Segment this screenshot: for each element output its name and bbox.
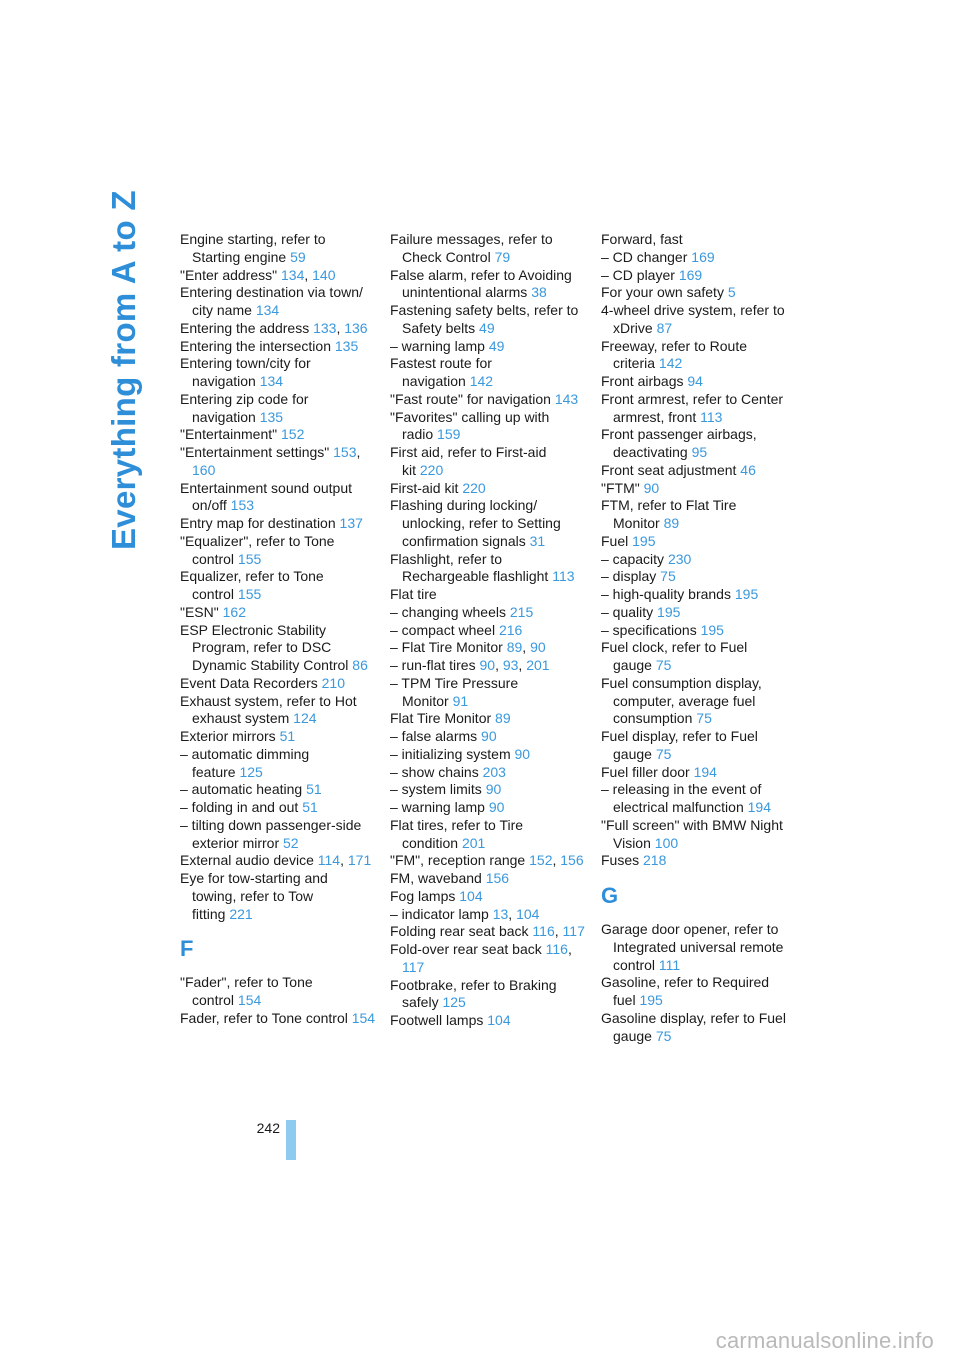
index-entry-text: Exterior mirrors <box>180 728 276 744</box>
index-entry-text: – capacity <box>601 550 665 567</box>
page-reference-link[interactable]: 201 <box>526 657 550 673</box>
page-reference-link[interactable]: 216 <box>498 621 523 638</box>
index-entry-text: Exhaust system, refer to Hot exhaust system <box>180 692 357 727</box>
page-reference-link[interactable]: 49 <box>488 337 505 354</box>
index-entry <box>390 746 586 764</box>
index-entry <box>180 338 376 356</box>
page-reference-link[interactable]: 152 <box>281 426 305 443</box>
index-entry-text: Front airbags <box>601 373 684 389</box>
index-entry-text: – high-quality brands <box>601 586 731 602</box>
page-reference-link[interactable]: 134 <box>281 266 305 283</box>
page-reference-link[interactable]: 137 <box>339 515 363 531</box>
index-entry <box>180 675 376 693</box>
index-entry-text: Fastest route for navigation <box>390 355 492 389</box>
index-entry-text: Gasoline display, refer to Fuel gauge <box>601 1009 786 1044</box>
index-entry <box>601 231 797 249</box>
page-reference-link[interactable]: 90 <box>481 728 497 744</box>
index-entry-text: – show chains <box>390 763 479 780</box>
page-reference-link[interactable]: 153 <box>333 444 357 460</box>
index-entry <box>390 409 586 445</box>
page-reference-link[interactable]: 117 <box>562 923 585 940</box>
index-entry-text: FM, waveband <box>390 870 482 886</box>
page-reference-link[interactable]: 46 <box>740 461 756 478</box>
page-reference-link[interactable]: 154 <box>237 992 262 1008</box>
index-entry <box>390 622 586 640</box>
index-entry: "Entertainment settings" 153, 160 <box>180 444 361 478</box>
index-entry-text: "FTM" <box>601 479 640 496</box>
page-reference-link[interactable]: 134 <box>255 302 280 318</box>
index-entry <box>390 728 586 746</box>
index-entry <box>180 622 376 675</box>
page-reference-link[interactable]: 49 <box>479 319 495 336</box>
index-entry-text: – warning lamp <box>390 799 485 815</box>
page-reference-link[interactable]: 152 <box>529 852 553 869</box>
index-entry <box>180 284 376 320</box>
index-entry <box>390 355 586 391</box>
index-entry: Folding rear seat back 116, 117 <box>390 923 585 940</box>
page-reference-link[interactable]: 117 <box>402 958 425 975</box>
index-entry <box>601 249 797 267</box>
index-entry: Fold-over rear seat back 116, 117 <box>390 941 572 975</box>
index-entry-text: "Favorites" calling up with radio <box>390 408 550 443</box>
index-entry <box>601 764 797 782</box>
page-reference-link[interactable]: 90 <box>479 657 496 673</box>
index-entry-text: Front seat adjustment <box>601 461 737 478</box>
index-entry <box>390 1012 586 1030</box>
index-entry-text: False alarm, refer to Avoiding unintentional alarms <box>390 266 572 301</box>
index-entry-text: – initializing system <box>390 745 511 762</box>
page-reference-link[interactable]: 195 <box>734 586 759 602</box>
index-entry-text: – warning lamp <box>390 337 485 354</box>
page-reference-link[interactable]: 111 <box>658 956 681 973</box>
index-entry <box>601 338 797 374</box>
index-entry-text: Entering the address <box>180 319 310 336</box>
index-entry <box>390 764 586 782</box>
index-entry <box>390 817 586 853</box>
index-entry: – indicator lamp 13, 104 <box>390 905 540 922</box>
index-entry <box>601 551 797 569</box>
index-entry: – run-flat tires 90, 93, 201 <box>390 657 550 673</box>
index-entry-text: Garage door opener, refer to Integrated universal remote control <box>601 921 784 973</box>
page-reference-link[interactable]: 104 <box>459 887 483 904</box>
index-entry-text: – TPM Tire Pressure Monitor <box>390 674 519 709</box>
page-reference-link[interactable]: 125 <box>239 763 263 780</box>
index-entry <box>390 710 586 728</box>
index-entry <box>180 728 376 746</box>
index-entry <box>601 284 797 302</box>
page-reference-link[interactable]: 230 <box>667 550 692 567</box>
page-reference-link[interactable]: 90 <box>485 781 502 798</box>
index-entry <box>180 426 376 444</box>
page-reference-link[interactable]: 154 <box>351 1009 376 1026</box>
index-entry <box>390 480 586 498</box>
index-entry <box>390 675 586 711</box>
index-entry <box>601 373 797 391</box>
index-entry-text: Entering town/city for navigation <box>180 355 311 389</box>
index-entry <box>390 604 586 622</box>
index-entry-text: Fuel <box>601 532 629 549</box>
page-reference-link[interactable]: 195 <box>700 621 724 638</box>
index-entry <box>390 267 586 303</box>
index-entry-text: Entering the intersection <box>180 337 331 354</box>
index-entry <box>601 568 797 586</box>
index-entry <box>180 799 376 817</box>
index-entry <box>180 693 376 729</box>
index-entry <box>180 817 376 853</box>
page-reference-link[interactable]: 155 <box>237 586 262 602</box>
page-reference-link[interactable]: 93 <box>502 657 519 673</box>
page-reference-link[interactable]: 218 <box>643 852 667 869</box>
index-entry-text: Eye for tow-starting and towing, refer to Tow fitting <box>180 870 328 922</box>
index-entry <box>390 977 586 1013</box>
index-entry <box>601 639 797 675</box>
page-reference-link[interactable]: 134 <box>259 373 284 389</box>
page-marker-bar <box>286 1120 296 1160</box>
index-entry-text: Fader, refer to Tone control <box>180 1009 348 1026</box>
index-entry-text: "Full screen" with BMW Night Vision <box>601 816 783 851</box>
index-entry-text: Front armrest, refer to Center armrest, front <box>601 390 784 425</box>
index-letter-heading: G <box>601 883 619 908</box>
index-entry-text: FTM, refer to Flat Tire Monitor <box>601 497 737 531</box>
page-reference-link[interactable]: 86 <box>352 657 368 673</box>
index-entry <box>390 551 586 587</box>
page-reference-link[interactable]: 156 <box>560 852 584 869</box>
page-reference-link[interactable]: 51 <box>279 728 296 744</box>
index-entry <box>180 870 376 923</box>
page-reference-link[interactable]: 135 <box>334 337 359 354</box>
index-entry <box>601 675 797 728</box>
index-column-1 <box>180 231 376 1028</box>
index-entry <box>390 231 586 267</box>
page-reference-link[interactable]: 156 <box>485 870 510 886</box>
index-entry <box>601 604 797 622</box>
page-reference-link[interactable]: 51 <box>302 799 318 815</box>
index-entry-text: – specifications <box>601 621 697 638</box>
index-entry-text: Engine starting, refer to Starting engine <box>180 231 326 265</box>
page-reference-link[interactable]: 89 <box>495 710 511 727</box>
page-reference-link[interactable]: 91 <box>452 692 469 709</box>
index-entry-text: "Fast route" for navigation <box>390 390 551 407</box>
index-entry-text: Gasoline, refer to Required fuel <box>601 974 770 1008</box>
index-entry-text: "FM", reception range <box>390 852 526 869</box>
page-reference-link[interactable]: 140 <box>312 266 336 283</box>
index-entry <box>180 604 376 622</box>
index-entry-text: – automatic heating <box>180 781 303 798</box>
page-reference-link[interactable]: 104 <box>487 1012 511 1028</box>
index-entry-text: Fuel filler door <box>601 763 690 780</box>
page-reference-link[interactable]: 124 <box>293 710 317 727</box>
page-reference-link[interactable]: 59 <box>290 248 306 265</box>
index-entry-text: Footwell lamps <box>390 1012 484 1028</box>
index-entry <box>601 586 797 604</box>
index-entry <box>180 1010 376 1028</box>
page-reference-link[interactable]: 75 <box>655 657 672 673</box>
index-entry <box>601 852 797 870</box>
page-reference-link[interactable]: 162 <box>222 603 246 620</box>
page-reference-link[interactable]: 195 <box>639 992 663 1008</box>
index-entry <box>180 781 376 799</box>
index-entry <box>601 817 797 853</box>
page-reference-link[interactable]: 155 <box>237 550 262 567</box>
index-entry <box>180 480 376 516</box>
page-reference-link[interactable]: 94 <box>687 373 703 389</box>
index-entry <box>180 355 376 391</box>
page-reference-link[interactable]: 159 <box>437 426 461 443</box>
page-reference-link[interactable]: 113 <box>700 408 723 425</box>
index-entry-text: – releasing in the event of electrical malfunction <box>601 781 762 815</box>
page-reference-link[interactable]: 95 <box>691 444 708 460</box>
page-reference-link[interactable]: 160 <box>192 461 216 478</box>
index-entry <box>601 391 797 427</box>
index-entry-text: Equalizer, refer to Tone control <box>180 568 324 602</box>
index-entry-text: Event Data Recorders <box>180 674 318 691</box>
page-reference-link[interactable]: 116 <box>545 941 568 957</box>
index-entry-text: – compact wheel <box>390 621 496 638</box>
page-reference-link[interactable]: 90 <box>530 639 546 656</box>
index-entry-text: Failure messages, refer to Check Control <box>390 231 553 265</box>
index-entry <box>601 1010 797 1046</box>
index-entry <box>390 781 586 799</box>
index-entry-text: For your own safety <box>601 284 724 301</box>
index-entry-text: "Enter address" <box>180 266 278 283</box>
index-entry-text: – false alarms <box>390 728 478 744</box>
index-entry <box>390 391 586 409</box>
page-reference-link[interactable]: 116 <box>532 923 555 940</box>
index-entry <box>390 586 586 604</box>
index-entry <box>390 444 586 480</box>
page-reference-link[interactable]: 169 <box>691 248 715 265</box>
index-entry-text: Flashlight, refer to Rechargeable flashlight <box>390 550 549 585</box>
index-entry-text: – run-flat tires <box>390 657 476 673</box>
page-reference-link[interactable]: 114 <box>317 852 341 869</box>
index-entry-text: "Entertainment settings" <box>180 444 330 460</box>
page-reference-link[interactable]: 5 <box>727 284 736 301</box>
index-entry-text: Fuel clock, refer to Fuel gauge <box>601 639 748 673</box>
page-reference-link[interactable]: 195 <box>632 532 656 549</box>
watermark: carmanualsonline.info <box>715 1328 934 1353</box>
index-entry <box>601 497 797 533</box>
page-reference-link[interactable]: 90 <box>488 799 505 815</box>
page-reference-link[interactable]: 135 <box>259 408 284 425</box>
page-reference-link[interactable]: 201 <box>461 834 486 851</box>
page-reference-link[interactable]: 113 <box>552 568 575 585</box>
page-reference-link[interactable]: 220 <box>419 461 444 478</box>
page-reference-link[interactable]: 75 <box>696 710 712 727</box>
index-entry: "FM", reception range 152, 156 <box>390 852 584 869</box>
index-entry <box>601 267 797 285</box>
page-reference-link[interactable]: 100 <box>654 834 679 851</box>
index-entry <box>180 746 376 782</box>
index-entry: – Flat Tire Monitor 89, 90 <box>390 639 546 656</box>
page-reference-link[interactable]: 90 <box>514 745 531 762</box>
page-reference-link[interactable]: 136 <box>344 319 368 336</box>
index-entry-text: – display <box>601 568 657 585</box>
index-entry-text: – Flat Tire Monitor <box>390 639 503 656</box>
page-reference-link[interactable]: 133 <box>313 319 337 336</box>
index-entry <box>601 921 797 974</box>
index-entry <box>390 497 586 550</box>
page-reference-link[interactable]: 79 <box>494 248 511 265</box>
index-entry <box>390 870 586 888</box>
index-entry-text: Footbrake, refer to Braking safely <box>390 976 557 1011</box>
index-column-3 <box>601 231 797 1045</box>
index-entry-text: Flat tire <box>390 586 437 602</box>
index-entry-text: – system limits <box>390 781 482 798</box>
index-entry-text: External audio device <box>180 852 314 869</box>
page-reference-link[interactable]: 220 <box>462 479 486 496</box>
index-entry-text: Flat Tire Monitor <box>390 710 492 727</box>
page-reference-link[interactable]: 171 <box>347 852 372 869</box>
index-entry-text: Fuses <box>601 852 640 869</box>
page-reference-link[interactable]: 221 <box>229 905 253 922</box>
page-reference-link[interactable]: 90 <box>643 479 660 496</box>
index-entry-text: "Equalizer", refer to Tone control <box>180 532 335 567</box>
index-entry <box>601 302 797 338</box>
page-reference-link[interactable]: 143 <box>554 390 579 407</box>
index-entry <box>601 974 797 1010</box>
index-entry-text: Fuel display, refer to Fuel gauge <box>601 728 758 762</box>
page-reference-link[interactable]: 153 <box>230 497 255 514</box>
index-entry-text: "Fader", refer to Tone control <box>180 974 313 1008</box>
index-entry-text: – indicator lamp <box>390 905 489 922</box>
index-entry <box>601 462 797 480</box>
index-entry-text: – quality <box>601 603 654 620</box>
page-reference-link[interactable]: 194 <box>693 763 717 780</box>
index-entry <box>390 302 586 338</box>
index-entry-text: – changing wheels <box>390 603 506 620</box>
index-entry <box>180 391 376 427</box>
index-column-2 <box>390 231 586 1030</box>
index-entry <box>390 799 586 817</box>
page-reference-link[interactable]: 194 <box>747 799 771 815</box>
page-reference-link[interactable]: 210 <box>321 674 345 691</box>
index-entry-text: Flashing during locking/ unlocking, refer to Setting confirmation signals <box>390 497 561 549</box>
index-entry-text: Fold-over rear seat back <box>390 941 542 957</box>
index-entry-text: – tilting down passenger-side exterior mirror <box>180 816 362 851</box>
index-entry-text: Freeway, refer to Route criteria <box>601 337 748 372</box>
index-entry-text: Forward, fast <box>601 231 683 247</box>
index-entry-text: Fuel consumption display, computer, average fuel consumption <box>601 674 762 727</box>
index-entry <box>390 338 586 356</box>
index-entry-text: – folding in and out <box>180 799 299 815</box>
section-title-vertical: Everything from A to Z <box>105 190 142 550</box>
index-entry <box>180 568 376 604</box>
index-entry-text: ESP Electronic Stability Program, refer to DSC Dynamic Stability Control <box>180 621 349 673</box>
index-entry-text: First-aid kit <box>390 479 459 496</box>
index-entry-text: "Entertainment" <box>180 426 278 443</box>
index-entry <box>601 533 797 551</box>
index-entry-text: First aid, refer to First-aid kit <box>390 444 547 478</box>
page-reference-link[interactable]: 13 <box>492 905 509 922</box>
page-reference-link[interactable]: 31 <box>529 532 546 549</box>
page-reference-link[interactable]: 195 <box>657 603 681 620</box>
index-entry-text: Front passenger airbags, deactivating <box>601 426 757 460</box>
page-reference-link[interactable]: 142 <box>658 355 683 372</box>
index-entry-text: Entry map for destination <box>180 515 336 531</box>
page-reference-link[interactable]: 38 <box>531 284 547 301</box>
page-reference-link[interactable]: 203 <box>482 763 506 780</box>
index-entry <box>601 781 797 817</box>
index-entry <box>180 515 376 533</box>
index-entry: Entering the address 133, 136 <box>180 319 368 336</box>
index-entry-text: 4-wheel drive system, refer to xDrive <box>601 302 785 336</box>
index-entry <box>601 728 797 764</box>
index-entry <box>180 533 376 569</box>
page-reference-link[interactable]: 169 <box>678 266 703 283</box>
index-entry <box>180 231 376 267</box>
index-entry-text: Folding rear seat back <box>390 923 529 940</box>
page-reference-link[interactable]: 89 <box>506 639 523 656</box>
page-reference-link[interactable]: 75 <box>655 745 672 762</box>
index-entry <box>180 974 376 1010</box>
index-entry <box>601 480 797 498</box>
index-entry <box>601 426 797 462</box>
index-entry: "Enter address" 134, 140 <box>180 266 336 283</box>
page-reference-link[interactable]: 142 <box>469 373 494 389</box>
page-reference-link[interactable]: 75 <box>660 568 676 585</box>
index-entry <box>601 622 797 640</box>
index-entry-text: – CD player <box>601 266 675 283</box>
index-entry-text: – CD changer <box>601 248 688 265</box>
index-entry <box>390 888 586 906</box>
page-reference-link[interactable]: 125 <box>442 994 466 1011</box>
index-entry-text: Fog lamps <box>390 887 456 904</box>
page-reference-link[interactable]: 87 <box>656 319 673 336</box>
index-entry-text: Flat tires, refer to Tire condition <box>390 816 524 851</box>
index-entry-text: "ESN" <box>180 603 219 620</box>
index-entry-text: Fastening safety belts, refer to Safety belts <box>390 302 579 336</box>
index-entry: External audio device 114, 171 <box>180 852 372 869</box>
index-letter-heading: F <box>180 936 194 962</box>
page-number: 242 <box>256 1120 280 1136</box>
page-reference-link[interactable]: 51 <box>306 781 322 798</box>
page-reference-link[interactable]: 75 <box>655 1027 672 1044</box>
index-entry-text: Entering destination via town/ city name <box>180 284 363 318</box>
index-entry-text: Entering zip code for navigation <box>180 390 309 425</box>
index-entry-text: Entertainment sound output on/off <box>180 479 353 514</box>
page-reference-link[interactable]: 104 <box>516 905 540 922</box>
index-entry-text: – automatic dimming feature <box>180 745 310 780</box>
page-reference-link[interactable]: 89 <box>663 515 680 531</box>
page-reference-link[interactable]: 52 <box>283 834 299 851</box>
page-reference-link[interactable]: 215 <box>509 603 534 620</box>
